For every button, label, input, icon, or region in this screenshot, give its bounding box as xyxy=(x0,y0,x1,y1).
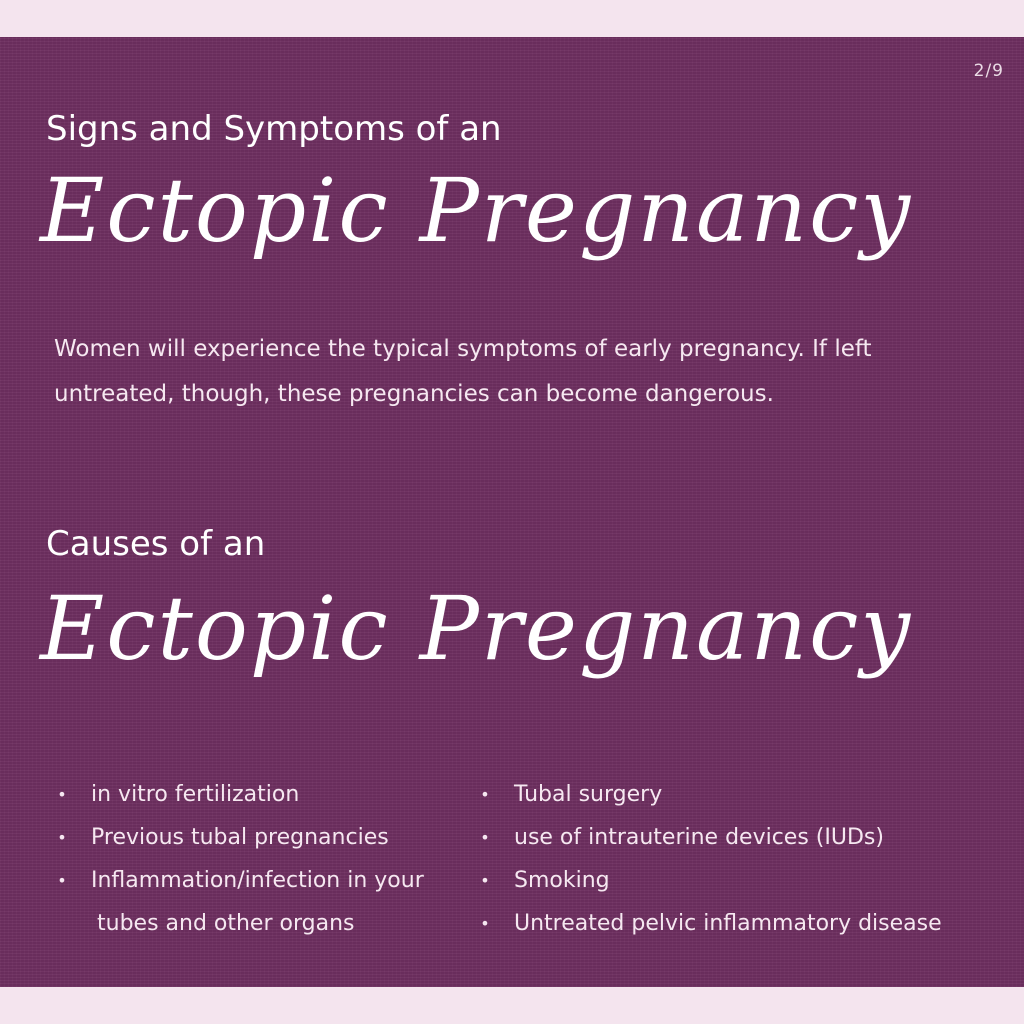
list-item xyxy=(478,773,1008,816)
list-item-continuation: tubes and other organs xyxy=(97,911,355,936)
list-item xyxy=(55,773,485,816)
causes-list-right xyxy=(478,773,1008,945)
list-item-text: Smoking xyxy=(514,868,610,893)
bullet-icon: • xyxy=(480,785,490,804)
bullet-icon: • xyxy=(57,785,67,804)
bullet-icon: • xyxy=(480,828,490,847)
causes-subtitle: Causes of an xyxy=(46,524,266,564)
symptoms-title: Ectopic Pregnancy xyxy=(40,159,913,262)
list-item-text: Previous tubal pregnancies xyxy=(91,825,389,850)
list-item xyxy=(478,859,1008,902)
list-item xyxy=(55,816,485,859)
list-item xyxy=(55,859,485,945)
bullet-icon: • xyxy=(480,871,490,890)
page-indicator: 2/9 xyxy=(973,61,1004,81)
causes-title: Ectopic Pregnancy xyxy=(40,577,913,680)
content-card xyxy=(0,37,1024,987)
list-item-text: use of intrauterine devices (IUDs) xyxy=(514,825,884,850)
bullet-icon: • xyxy=(57,871,67,890)
list-item xyxy=(478,902,1008,945)
bullet-icon: • xyxy=(57,828,67,847)
symptoms-subtitle: Signs and Symptoms of an xyxy=(46,109,502,149)
bullet-icon: • xyxy=(480,914,490,933)
list-item-text: Inflammation/infection in your xyxy=(91,868,424,893)
symptoms-description: Women will experience the typical symptoms of early pregnancy. If left untreated, though, these pregnancies can become dangerous. xyxy=(54,336,872,407)
list-item-text: Untreated pelvic inflammatory disease xyxy=(514,911,942,936)
list-item-text: in vitro fertilization xyxy=(91,782,300,807)
list-item-text: Tubal surgery xyxy=(514,782,663,807)
list-item xyxy=(478,816,1008,859)
causes-list-left xyxy=(55,773,485,945)
